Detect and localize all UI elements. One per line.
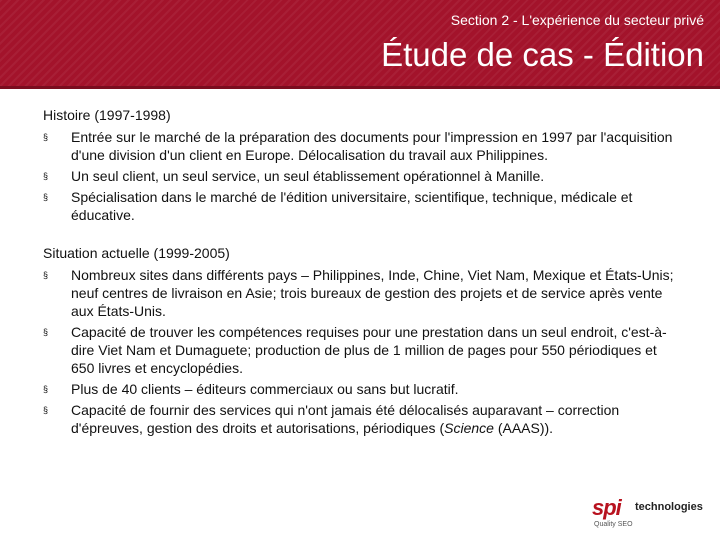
logo-mark: spi (592, 495, 621, 520)
spi-technologies-logo (590, 495, 715, 535)
list-item (43, 323, 683, 377)
list-item-text: Plus de 40 clients – éditeurs commerciaux ou sans but lucratif. (71, 381, 459, 397)
histoire-bullet-list (43, 128, 683, 224)
list-item-text: Entrée sur le marché de la préparation des documents pour l'impression en 1997 par l'acquisition d'une division d'un client en Europe. Délocalisation du travail aux Philippines. (71, 129, 673, 163)
histoire-heading-line (43, 106, 683, 124)
list-item-text-italic: Science (444, 420, 494, 436)
list-item (43, 128, 683, 164)
histoire-period: (1997-1998) (90, 107, 171, 123)
section-label: Section 2 - L'expérience du secteur privé (450, 12, 704, 28)
situation-heading-line (43, 244, 683, 262)
situation-heading: Situation actuelle (43, 245, 150, 261)
slide-content (43, 106, 683, 457)
list-item-text: Capacité de trouver les compétences requises pour une prestation dans un seul endroit, c'est-à-dire Viet Nam et Dumaguete; production de plus de 1 million de pages pour 550 périodiques et 650 livres et encyclopédies. (71, 324, 667, 376)
list-item-text: Spécialisation dans le marché de l'édition universitaire, scientifique, technique, médicale et éducative. (71, 189, 633, 223)
list-item (43, 401, 683, 437)
list-item-text-main: Capacité de fournir des services qui n'ont jamais été délocalisés auparavant – correction d'épreuves, gestion des droits et autorisations, périodiques ( (71, 402, 620, 436)
bullet-icon: § (43, 327, 49, 337)
bullet-icon: § (43, 384, 49, 394)
histoire-heading: Histoire (43, 107, 91, 123)
histoire-section (43, 106, 683, 224)
bullet-icon: § (43, 192, 49, 202)
list-item-text-tail: (AAAS)). (493, 420, 554, 436)
list-item (43, 380, 683, 398)
list-item (43, 266, 683, 320)
bullet-icon: § (43, 405, 49, 415)
slide-title: Étude de cas - Édition (381, 36, 704, 73)
bullet-icon: § (43, 171, 49, 181)
bullet-icon: § (43, 132, 49, 142)
list-item-text (71, 402, 619, 436)
situation-bullet-list (43, 266, 683, 437)
list-item (43, 167, 683, 185)
list-item-text: Nombreux sites dans différents pays – Philippines, Inde, Chine, Viet Nam, Mexique et États-Unis; neuf centres de livraison en Asie; trois bureaux de gestion des projets et de service après vente aux États-Unis. (71, 267, 674, 319)
bullet-icon: § (43, 270, 49, 280)
header-banner (0, 0, 720, 86)
situation-section (43, 244, 683, 437)
logo-tagline: Quality SEO (594, 521, 633, 528)
header-divider (0, 86, 720, 89)
logo-wordmark: technologies (635, 501, 703, 513)
list-item-text: Un seul client, un seul service, un seul établissement opérationnel à Manille. (71, 168, 545, 184)
situation-period: (1999-2005) (149, 245, 230, 261)
list-item (43, 188, 683, 224)
